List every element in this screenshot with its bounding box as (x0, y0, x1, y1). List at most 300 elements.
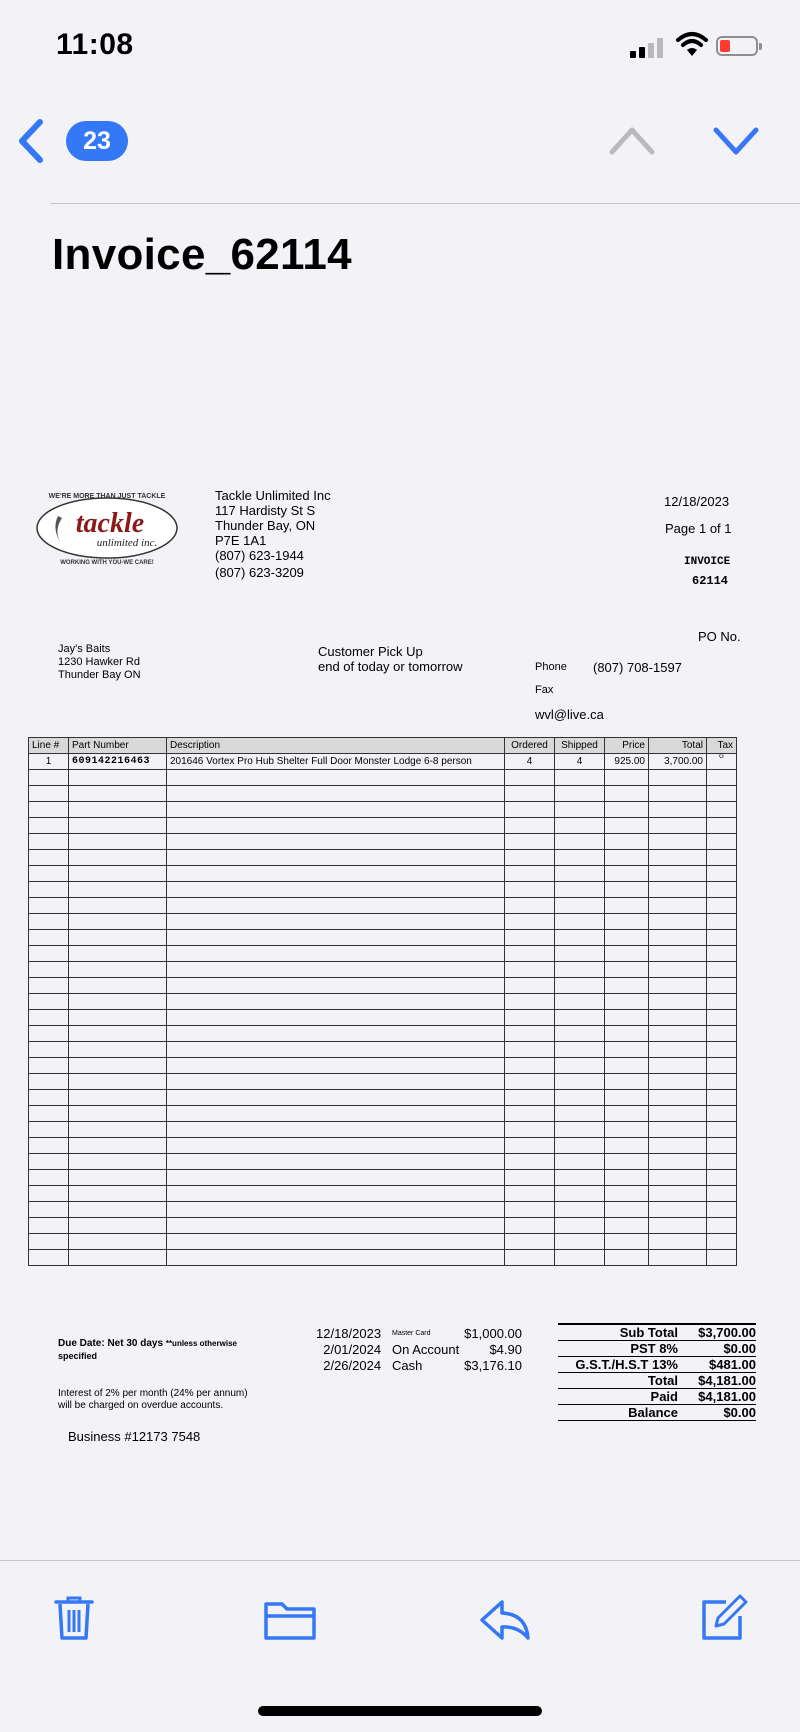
payment-methods (392, 1326, 459, 1374)
cell-empty (167, 786, 505, 802)
cell-empty (29, 930, 69, 946)
cell-empty (505, 1026, 555, 1042)
cell-empty (29, 834, 69, 850)
business-number: Business #12173 7548 (68, 1429, 201, 1444)
cell-empty (707, 1186, 737, 1202)
cell-empty (649, 1010, 707, 1026)
cell-empty (649, 1202, 707, 1218)
cell-empty (555, 1202, 605, 1218)
cell-empty (505, 850, 555, 866)
cell-empty (555, 850, 605, 866)
table-row-empty (29, 1026, 737, 1042)
cell-empty (69, 866, 167, 882)
cell-empty (69, 786, 167, 802)
cell-empty (649, 898, 707, 914)
cell-empty (555, 1106, 605, 1122)
company-address (215, 488, 331, 580)
cell-empty (505, 1074, 555, 1090)
cell-empty (29, 1042, 69, 1058)
table-row-empty (29, 1074, 737, 1090)
cell-empty (167, 866, 505, 882)
cell-empty (167, 1154, 505, 1170)
cell-empty (69, 1234, 167, 1250)
cell-empty (505, 1170, 555, 1186)
balance-label: Balance (628, 1405, 678, 1420)
cell-empty (649, 1170, 707, 1186)
cell-empty (649, 802, 707, 818)
cell-empty (167, 898, 505, 914)
pickup-note-line1: Customer Pick Up (318, 644, 423, 659)
cell-empty (649, 1122, 707, 1138)
cell-empty (555, 1138, 605, 1154)
table-row-empty (29, 898, 737, 914)
cell-empty (505, 978, 555, 994)
cell-empty (167, 1010, 505, 1026)
cell-empty (649, 1138, 707, 1154)
company-city: Thunder Bay, ON (215, 518, 316, 533)
cell-empty (605, 1138, 649, 1154)
cell-empty (555, 1122, 605, 1138)
cell-empty (167, 818, 505, 834)
cell-empty (69, 802, 167, 818)
table-row-empty (29, 930, 737, 946)
cell-empty (167, 994, 505, 1010)
customer-email[interactable]: wvl@live.ca (535, 707, 604, 722)
cell-empty (605, 1010, 649, 1026)
cell-empty (29, 802, 69, 818)
cell-empty (29, 882, 69, 898)
table-row-empty (29, 1154, 737, 1170)
cell-empty (707, 1170, 737, 1186)
cell-empty (505, 866, 555, 882)
cell-empty (167, 882, 505, 898)
col-header-part: Part Number (69, 738, 167, 754)
cell-empty (505, 1186, 555, 1202)
cell-empty (605, 1074, 649, 1090)
due-date: Due Date: Net 30 days (58, 1338, 164, 1349)
cell-empty (555, 786, 605, 802)
cell-empty (605, 802, 649, 818)
cell-empty (505, 1234, 555, 1250)
cell-empty (69, 1186, 167, 1202)
cell-empty (167, 1122, 505, 1138)
payment-date: 2/26/2024 (323, 1358, 382, 1373)
table-row-empty (29, 946, 737, 962)
next-message-chevron-icon[interactable] (712, 124, 760, 156)
cell-empty (605, 1106, 649, 1122)
cell-empty (29, 866, 69, 882)
company-logo (32, 486, 182, 568)
cell-empty (29, 1138, 69, 1154)
cell-empty (167, 1186, 505, 1202)
cell-description: 201646 Vortex Pro Hub Shelter Full Door Monster Lodge 6-8 person (167, 754, 505, 770)
cell-empty (605, 1234, 649, 1250)
cell-empty (29, 1186, 69, 1202)
cell-empty (505, 914, 555, 930)
cell-empty (29, 1026, 69, 1042)
cell-empty (69, 1250, 167, 1266)
cell-empty (167, 946, 505, 962)
cell-empty (649, 1186, 707, 1202)
cell-empty (707, 1234, 737, 1250)
cell-empty (555, 834, 605, 850)
table-row (29, 754, 737, 770)
cell-price: 925.00 (605, 754, 649, 770)
cell-empty (649, 1234, 707, 1250)
cell-empty (605, 1042, 649, 1058)
cell-empty (167, 1042, 505, 1058)
cell-empty (167, 1234, 505, 1250)
cell-empty (649, 786, 707, 802)
cell-empty (29, 1010, 69, 1026)
pickup-note (318, 644, 463, 674)
cell-empty (29, 1090, 69, 1106)
cell-empty (707, 834, 737, 850)
cell-empty (707, 850, 737, 866)
cell-empty (649, 770, 707, 786)
cell-empty (707, 978, 737, 994)
cell-empty (707, 866, 737, 882)
cell-empty (649, 1154, 707, 1170)
cell-empty (649, 1250, 707, 1266)
cell-empty (29, 962, 69, 978)
cell-empty (605, 962, 649, 978)
cell-empty (555, 1186, 605, 1202)
cell-empty (69, 978, 167, 994)
cell-empty (69, 1058, 167, 1074)
payment-amounts (460, 1326, 522, 1374)
cell-ordered: 4 (505, 754, 555, 770)
cell-empty (555, 962, 605, 978)
invoice-label: INVOICE (684, 556, 731, 568)
cell-empty (707, 1074, 737, 1090)
cell-empty (69, 1170, 167, 1186)
cell-empty (167, 1250, 505, 1266)
cell-empty (505, 1058, 555, 1074)
customer-city: Thunder Bay ON (58, 669, 141, 681)
cell-empty (29, 1106, 69, 1122)
col-header-total: Total (649, 738, 707, 754)
cell-empty (167, 930, 505, 946)
payment-dates (316, 1326, 381, 1374)
payment-method: Master Card (392, 1330, 431, 1337)
customer-address (58, 643, 141, 682)
payment-amount: $1,000.00 (464, 1326, 522, 1341)
table-row-empty (29, 1250, 737, 1266)
cell-empty (605, 834, 649, 850)
cell-empty (555, 1058, 605, 1074)
cell-empty (29, 994, 69, 1010)
cell-empty (69, 1202, 167, 1218)
cell-empty (707, 882, 737, 898)
cell-empty (505, 1250, 555, 1266)
cell-empty (649, 834, 707, 850)
table-row-empty (29, 802, 737, 818)
table-row-empty (29, 1042, 737, 1058)
cell-empty (555, 994, 605, 1010)
cell-empty (505, 770, 555, 786)
cell-empty (505, 962, 555, 978)
cell-empty (605, 1090, 649, 1106)
cell-empty (167, 1138, 505, 1154)
cell-empty (605, 978, 649, 994)
customer-name: Jay's Baits (58, 643, 111, 655)
cell-empty (707, 1154, 737, 1170)
cell-empty (707, 962, 737, 978)
cell-empty (605, 770, 649, 786)
cell-empty (167, 802, 505, 818)
cell-empty (605, 1250, 649, 1266)
cell-empty (707, 1010, 737, 1026)
cell-empty (69, 914, 167, 930)
cell-empty (167, 1090, 505, 1106)
cell-empty (29, 770, 69, 786)
cell-empty (69, 834, 167, 850)
cell-empty (605, 866, 649, 882)
due-note2: specified (58, 1351, 98, 1361)
cell-empty (649, 1218, 707, 1234)
cell-empty (29, 978, 69, 994)
fax-label: Fax (535, 684, 554, 696)
phone-label: Phone (535, 661, 567, 673)
cell-empty (167, 770, 505, 786)
payment-amount: $3,176.10 (464, 1358, 522, 1373)
cell-empty (707, 946, 737, 962)
cell-empty (649, 994, 707, 1010)
cell-empty (707, 1058, 737, 1074)
col-header-shipped: Shipped (555, 738, 605, 754)
cell-empty (555, 818, 605, 834)
reply-icon[interactable] (478, 1596, 534, 1644)
payment-method: On Account (392, 1342, 460, 1357)
cell-empty (555, 1026, 605, 1042)
cell-empty (707, 818, 737, 834)
interest-line1: Interest of 2% per month (24% per annum) (58, 1388, 248, 1399)
table-row-empty (29, 914, 737, 930)
payment-method: Cash (392, 1358, 423, 1373)
cell-empty (29, 1202, 69, 1218)
home-indicator[interactable] (258, 1706, 542, 1716)
cell-empty (69, 962, 167, 978)
cell-empty (29, 946, 69, 962)
balance-value: $0.00 (723, 1405, 756, 1420)
logo-sub-text: unlimited inc. (96, 537, 158, 549)
cell-empty (505, 818, 555, 834)
cell-empty (69, 882, 167, 898)
cell-empty (649, 866, 707, 882)
cell-empty (605, 850, 649, 866)
payment-date: 2/01/2024 (323, 1342, 382, 1357)
cell-empty (649, 1042, 707, 1058)
cell-empty (707, 914, 737, 930)
logo-bottom-text: WORKING WITH YOU-WE CARE! (60, 560, 154, 566)
cell-empty (555, 898, 605, 914)
cell-empty (505, 1090, 555, 1106)
cell-empty (707, 1122, 737, 1138)
col-header-description: Description (167, 738, 505, 754)
gst-label: G.S.T./H.S.T 13% (575, 1357, 678, 1372)
nav-divider (50, 203, 800, 204)
cell-empty (167, 1074, 505, 1090)
cell-empty (505, 802, 555, 818)
col-header-ordered: Ordered (505, 738, 555, 754)
cell-empty (69, 946, 167, 962)
cell-empty (69, 1154, 167, 1170)
trash-icon[interactable] (52, 1594, 96, 1642)
cell-empty (29, 818, 69, 834)
cell-empty (555, 978, 605, 994)
cell-empty (605, 1058, 649, 1074)
cell-empty (707, 1090, 737, 1106)
folder-icon[interactable] (260, 1596, 320, 1644)
table-header-row (29, 738, 737, 754)
cell-empty (649, 946, 707, 962)
cell-empty (505, 882, 555, 898)
cell-empty (505, 1042, 555, 1058)
table-row-empty (29, 1202, 737, 1218)
cell-empty (649, 1106, 707, 1122)
cell-empty (649, 1026, 707, 1042)
cell-empty (167, 1170, 505, 1186)
cell-empty (649, 818, 707, 834)
cell-empty (167, 834, 505, 850)
cell-empty (167, 850, 505, 866)
col-header-line: Line # (29, 738, 69, 754)
cell-empty (555, 1074, 605, 1090)
table-row-empty (29, 1122, 737, 1138)
cell-empty (69, 1122, 167, 1138)
cell-empty (707, 1202, 737, 1218)
cell-empty (69, 930, 167, 946)
cell-empty (167, 962, 505, 978)
cell-empty (29, 1074, 69, 1090)
back-count-badge[interactable]: 23 (66, 121, 128, 161)
table-row-empty (29, 978, 737, 994)
table-row-empty (29, 770, 737, 786)
cell-empty (505, 786, 555, 802)
cell-empty (69, 850, 167, 866)
logo-top-text: WE'RE MORE THAN JUST TACKLE (48, 493, 166, 500)
cell-empty (649, 978, 707, 994)
line-items-table (28, 737, 737, 1266)
cell-empty (707, 786, 737, 802)
col-header-price: Price (605, 738, 649, 754)
pst-value: $0.00 (723, 1341, 756, 1356)
previous-message-chevron-icon[interactable] (608, 124, 656, 156)
pst-label: PST 8% (630, 1341, 678, 1356)
cell-empty (167, 1218, 505, 1234)
cell-empty (29, 786, 69, 802)
cell-empty (555, 770, 605, 786)
cell-empty (505, 994, 555, 1010)
cell-part-number: 609142216463 (69, 754, 167, 770)
cell-empty (605, 898, 649, 914)
cell-empty (555, 1218, 605, 1234)
total-value: $4,181.00 (698, 1373, 756, 1388)
cell-empty (555, 1234, 605, 1250)
customer-street: 1230 Hawker Rd (58, 656, 140, 668)
cell-empty (555, 866, 605, 882)
cell-empty (707, 1250, 737, 1266)
invoice-page: Page 1 of 1 (665, 521, 732, 536)
cell-empty (707, 1218, 737, 1234)
cell-empty (605, 1026, 649, 1042)
cell-empty (649, 1090, 707, 1106)
cell-empty (707, 770, 737, 786)
toolbar-divider (0, 1560, 800, 1561)
company-phone1: (807) 623-1944 (215, 548, 304, 563)
cell-empty (707, 930, 737, 946)
logo-text: tackle (75, 508, 145, 539)
cell-empty (505, 1138, 555, 1154)
cell-tax: G (707, 754, 737, 770)
cell-empty (707, 802, 737, 818)
cell-empty (605, 1122, 649, 1138)
cell-empty (505, 1106, 555, 1122)
subtotal-label: Sub Total (619, 1325, 678, 1340)
cell-empty (605, 786, 649, 802)
cell-empty (29, 898, 69, 914)
table-row-empty (29, 1218, 737, 1234)
cell-total: 3,700.00 (649, 754, 707, 770)
cell-empty (69, 1218, 167, 1234)
battery-icon (716, 36, 758, 56)
cell-empty (649, 850, 707, 866)
compose-icon[interactable] (696, 1594, 748, 1642)
cell-empty (167, 1202, 505, 1218)
cell-empty (29, 1218, 69, 1234)
total-label: Total (647, 1373, 678, 1388)
invoice-date: 12/18/2023 (664, 494, 730, 509)
company-name: Tackle Unlimited Inc (215, 488, 331, 503)
cell-empty (505, 1154, 555, 1170)
cell-empty (505, 1202, 555, 1218)
cell-empty (69, 898, 167, 914)
cell-empty (605, 946, 649, 962)
cell-empty (605, 994, 649, 1010)
back-chevron-icon[interactable] (14, 118, 48, 164)
cell-empty (605, 882, 649, 898)
wifi-icon (676, 30, 708, 58)
interest-note (58, 1388, 248, 1412)
cell-empty (707, 1106, 737, 1122)
email-title: Invoice_62114 (52, 230, 352, 279)
cell-empty (167, 914, 505, 930)
cell-empty (555, 1154, 605, 1170)
cell-empty (605, 914, 649, 930)
cell-empty (605, 1202, 649, 1218)
cell-empty (29, 1234, 69, 1250)
cell-empty (605, 1186, 649, 1202)
company-street: 117 Hardisty St S (215, 503, 316, 518)
cell-empty (69, 1138, 167, 1154)
cell-empty (605, 1218, 649, 1234)
due-note: **unless otherwise (165, 1339, 237, 1348)
table-row-empty (29, 1234, 737, 1250)
cell-empty (707, 898, 737, 914)
cell-empty (29, 1122, 69, 1138)
table-row-empty (29, 1138, 737, 1154)
cell-empty (707, 1042, 737, 1058)
table-row-empty (29, 1170, 737, 1186)
cell-empty (649, 962, 707, 978)
interest-line2: will be charged on overdue accounts. (58, 1400, 224, 1411)
cell-empty (69, 1074, 167, 1090)
cell-empty (69, 818, 167, 834)
cell-empty (505, 834, 555, 850)
due-date-block (58, 1338, 237, 1363)
cell-empty (29, 1154, 69, 1170)
